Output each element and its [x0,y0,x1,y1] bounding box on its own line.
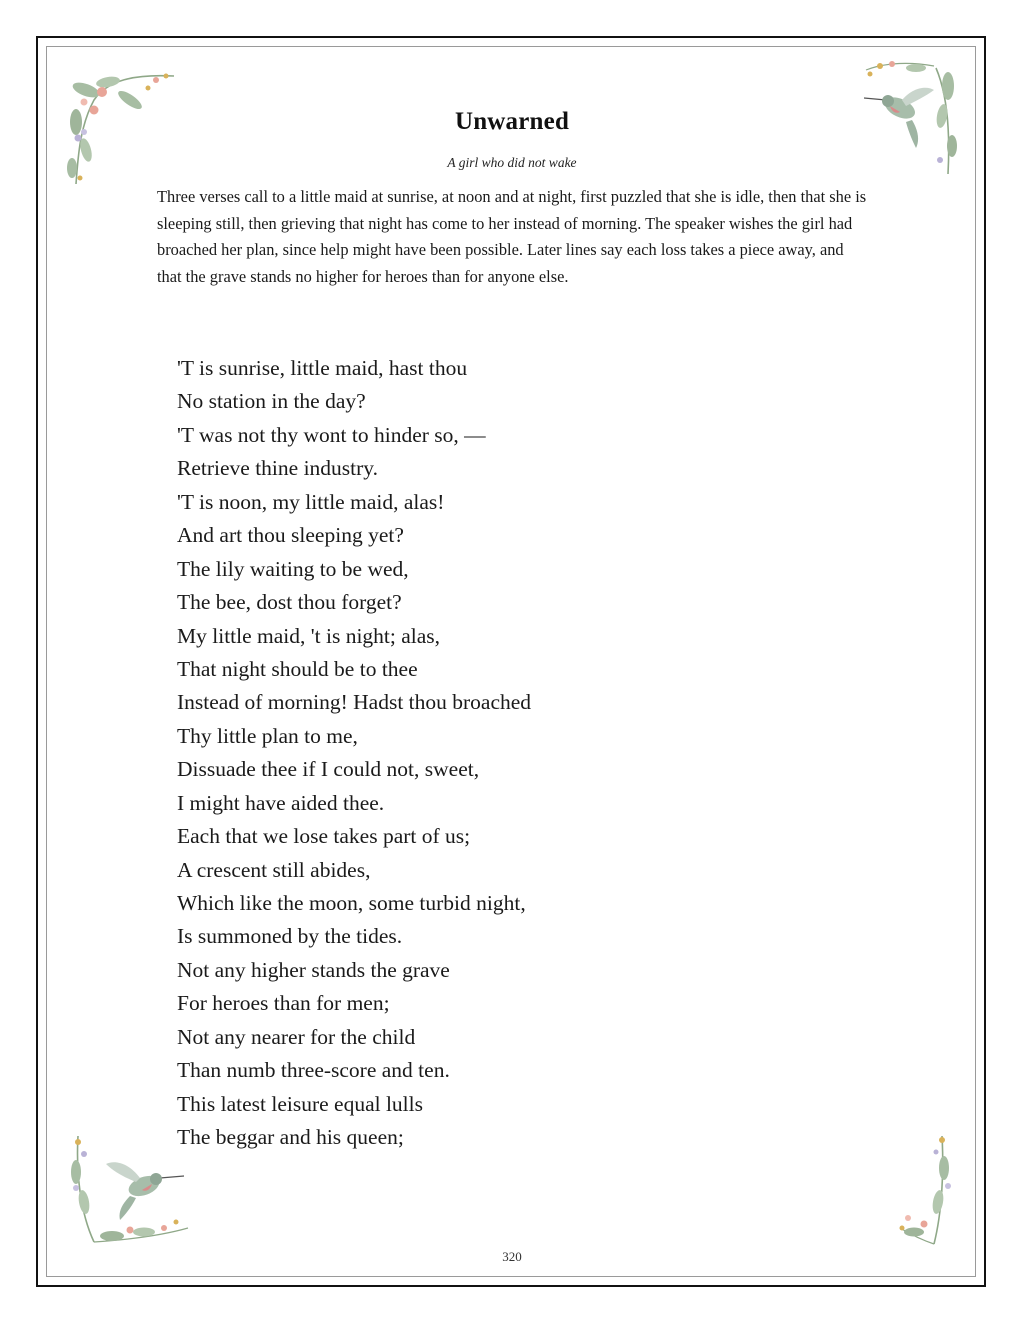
page-subtitle: A girl who did not wake [447,155,577,170]
poem-line: Not any nearer for the child [177,1024,416,1049]
floral-corner-icon [894,1132,964,1248]
poem-summary: Three verses call to a little maid at sunrise, at noon and at night, first puzzled that she is idle, then that she is sleeping still, then grieving that night has come to her instead of morning. The speaker wishes the girl had broached her plan, since help might have been possible. Later lines say each loss takes a piece away, and that the grave stands no higher for heroes than for anyone else. [157,187,867,286]
poem-line: My little maid, 't is night; alas, [177,623,441,648]
poem-line: For heroes than for men; [177,991,390,1016]
poem-line: Instead of morning! Hadst thou broached [177,690,532,715]
page-title: Unwarned [454,108,570,135]
poem-line: The bee, dost thou forget? [177,590,402,615]
poem-line: 'T is sunrise, little maid, hast thou [177,356,468,380]
poem-line: The beggar and his queen; [177,1125,404,1150]
poem-line: The lily waiting to be wed, [177,556,409,581]
poem-body [177,352,531,1155]
poem-line: Not any higher stands the grave [177,957,450,982]
poem-line: Dissuade thee if I could not, sweet, [177,757,480,782]
poem-line: Thy little plan to me, [177,723,358,748]
poem-line: That night should be to thee [177,656,418,681]
poem-line: Retrieve thine industry. [177,456,379,481]
page-number: 320 [502,1249,522,1264]
poem-line: And art thou sleeping yet? [177,523,404,548]
poem-line: I might have aided thee. [177,790,385,815]
poem-line: Than numb three-score and ten. [177,1058,450,1083]
poem-line: No station in the day? [177,389,366,414]
poem-line: Is summoned by the tides. [177,924,403,949]
poem-line: This latest leisure equal lulls [177,1091,424,1116]
poem-line: Which like the moon, some turbid night, [177,891,526,915]
hummingbird-floral-icon [64,1132,196,1248]
poem-line: 'T was not thy wont to hinder so, — [177,422,486,447]
poem-line: A crescent still abides, [177,857,371,882]
poem-line: Each that we lose takes part of us; [177,824,471,849]
poem-line: 'T is noon, my little maid, alas! [177,489,445,514]
